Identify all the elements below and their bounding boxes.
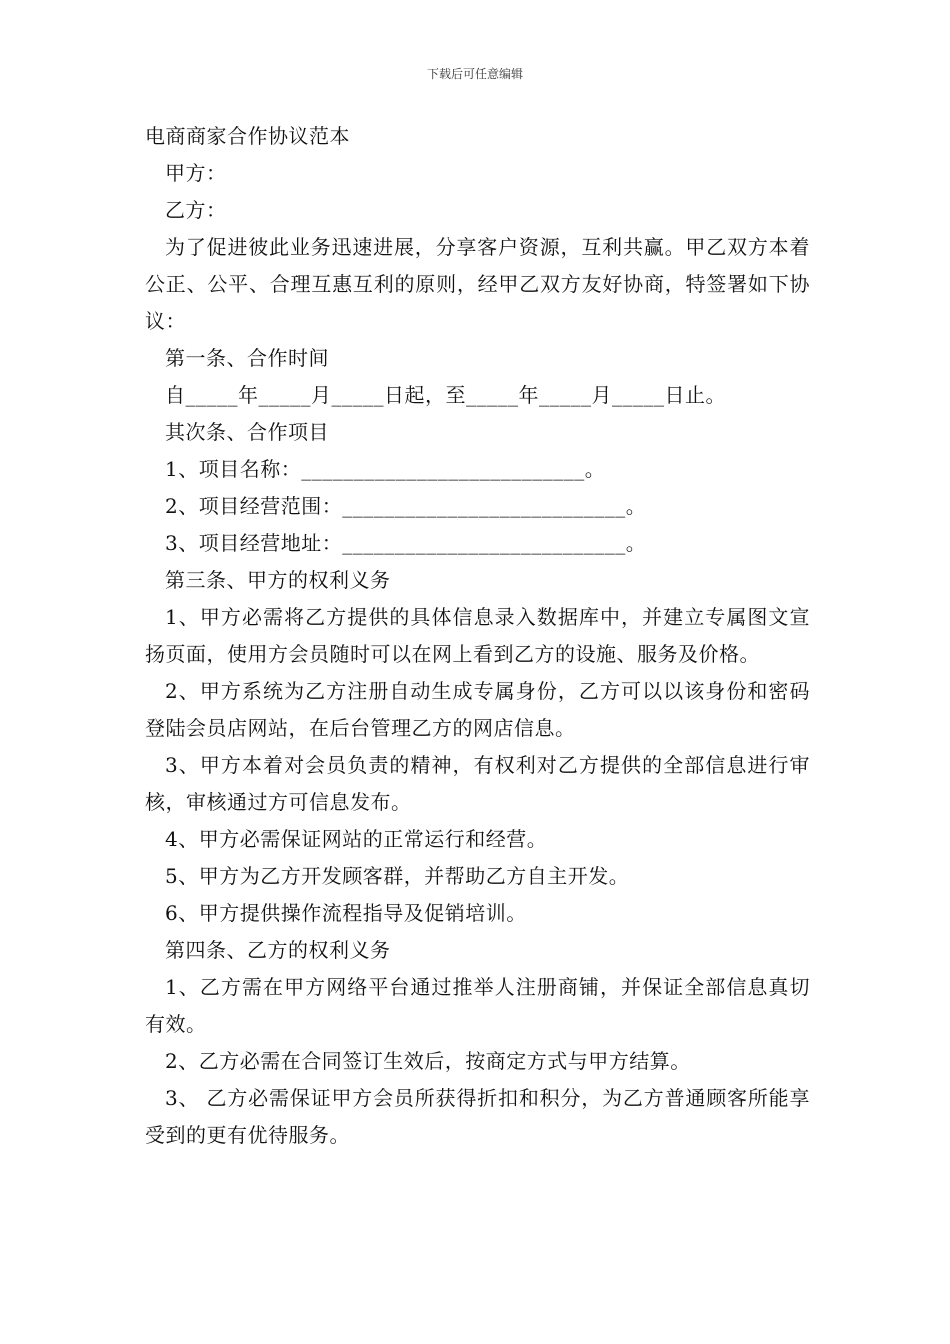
article-2-item-3: 3、项目经营地址：___________________________。 (165, 531, 647, 555)
article-3-item-2: 2、甲方系统为乙方注册自动生成专属身份，乙方可以以该身份和密码登陆会员店网站，在后台管理乙方的网店信息。 (145, 679, 810, 740)
article-2-item-2: 2、项目经营范围：___________________________。 (165, 494, 647, 518)
article-4-item-3: 3、 乙方必需保证甲方会员所获得折扣和积分，为乙方普通顾客所能享受到的更有优待服务。 (145, 1086, 810, 1147)
article-2-heading: 其次条、合作项目 (165, 420, 329, 444)
document-body (145, 118, 810, 1154)
document-title: 电商商家合作协议范本 (145, 124, 350, 148)
article-3-item-1: 1、甲方必需将乙方提供的具体信息录入数据库中，并建立专属图文宣扬页面，使用方会员随时可以在网上看到乙方的设施、服务及价格。 (145, 605, 810, 666)
article-3-heading: 第三条、甲方的权利义务 (165, 568, 391, 592)
article-4-item-1: 1、乙方需在甲方网络平台通过推举人注册商铺，并保证全部信息真切有效。 (145, 975, 810, 1036)
article-3-item-5: 5、甲方为乙方开发顾客群，并帮助乙方自主开发。 (165, 864, 630, 888)
article-1-period: 自_____年_____月_____日起，至_____年_____月_____日止。 (165, 383, 726, 407)
article-3-item-3: 3、甲方本着对会员负责的精神，有权利对乙方提供的全部信息进行审核，审核通过方可信息发布。 (145, 753, 810, 814)
article-3-item-4: 4、甲方必需保证网站的正常运行和经营。 (165, 827, 548, 851)
article-2-item-1: 1、项目名称：___________________________。 (165, 457, 606, 481)
article-4-item-2: 2、乙方必需在合同签订生效后，按商定方式与甲方结算。 (165, 1049, 691, 1073)
article-1-heading: 第一条、合作时间 (165, 346, 329, 370)
preamble-paragraph: 为了促进彼此业务迅速进展，分享客户资源，互利共赢。甲乙双方本着公正、公平、合理互惠互利的原则，经甲乙双方友好协商，特签署如下协议： (145, 235, 810, 333)
party-a-line: 甲方： (165, 161, 227, 185)
party-b-line: 乙方： (165, 198, 227, 222)
page-header-note: 下载后可任意编辑 (426, 67, 523, 81)
article-4-heading: 第四条、乙方的权利义务 (165, 938, 391, 962)
article-3-item-6: 6、甲方提供操作流程指导及促销培训。 (165, 901, 527, 925)
